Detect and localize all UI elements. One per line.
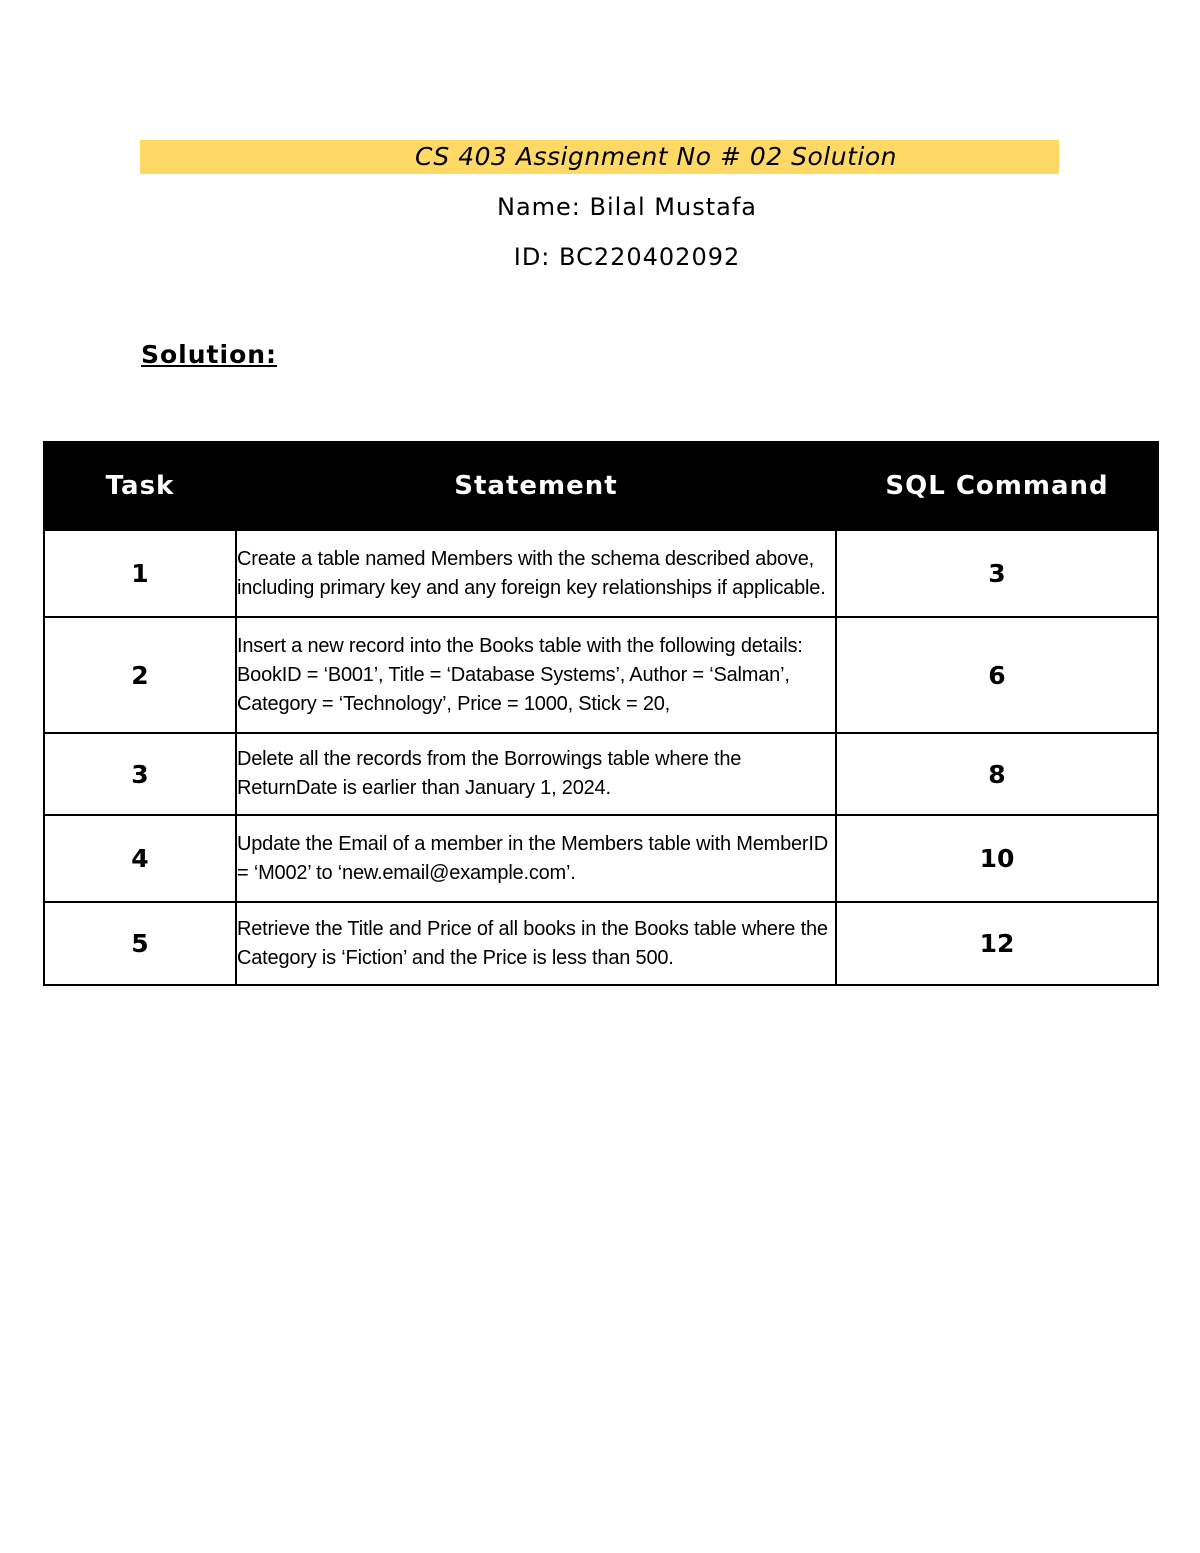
task-statement: Insert a new record into the Books table with the following details: BookID = ‘B001’, Title = ‘Database Systems’, Author = ‘Salman’, Category = ‘Technology’, Price = 1000, Stick = 20, [236,617,836,733]
sql-command-page: 3 [836,530,1158,617]
column-header-sql-command: SQL Command [836,442,1158,530]
table-row [44,815,1158,902]
sql-command-page: 10 [836,815,1158,902]
task-statement: Retrieve the Title and Price of all books in the Books table where the Category is ‘Fiction’ and the Price is less than 500. [236,902,836,985]
task-number: 1 [44,530,236,617]
task-statement: Delete all the records from the Borrowings table where the ReturnDate is earlier than January 1, 2024. [236,733,836,815]
task-statement: Update the Email of a member in the Members table with MemberID = ‘M002’ to ‘new.email@example.com’. [236,815,836,902]
sql-command-page: 8 [836,733,1158,815]
table-row [44,733,1158,815]
task-number: 2 [44,617,236,733]
task-statement: Create a table named Members with the schema described above, including primary key and any foreign key relationships if applicable. [236,530,836,617]
table-header-row [44,442,1158,530]
task-number: 4 [44,815,236,902]
solution-heading: Solution: [141,340,278,369]
table-row [44,617,1158,733]
column-header-task: Task [44,442,236,530]
student-id: ID: BC220402092 [513,243,741,271]
sql-command-page: 12 [836,902,1158,985]
student-name: Name: Bilal Mustafa [496,193,758,221]
table-row [44,902,1158,985]
task-table [43,441,1159,986]
document-title: CS 403 Assignment No # 02 Solution [415,142,897,171]
table-row [44,530,1158,617]
sql-command-page: 6 [836,617,1158,733]
task-number: 5 [44,902,236,985]
column-header-statement: Statement [236,442,836,530]
task-number: 3 [44,733,236,815]
